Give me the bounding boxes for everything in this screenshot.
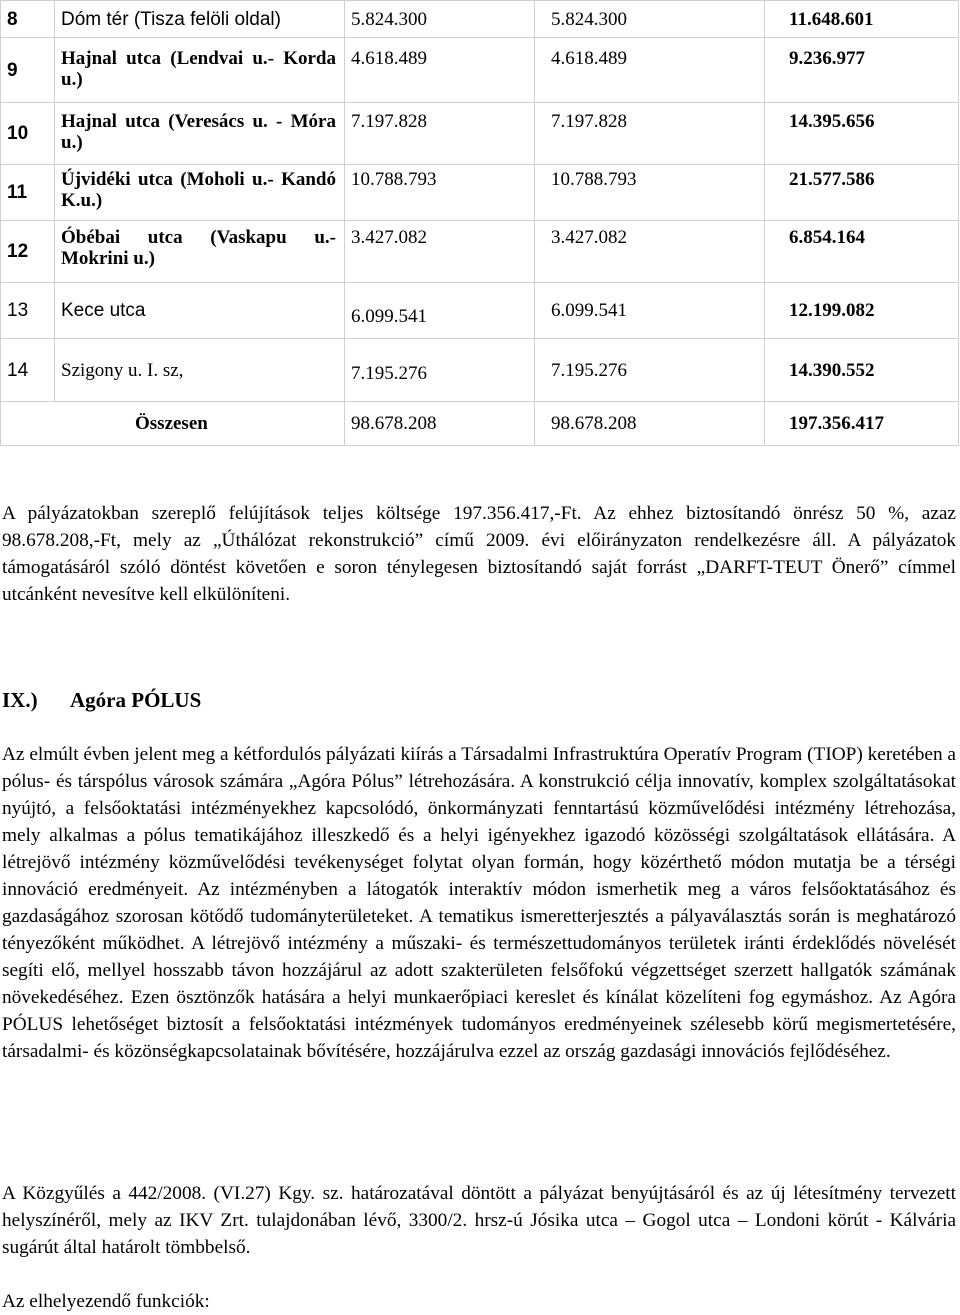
row-number: 11	[1, 165, 55, 221]
cost-value: 7.197.828	[535, 103, 765, 165]
total-label	[1, 402, 345, 446]
section-heading	[2, 688, 201, 718]
cost-value: 6.099.541	[535, 283, 765, 339]
row-number: 13	[1, 283, 55, 339]
cost-value: 4.618.489	[535, 38, 765, 103]
road-cost-table	[0, 0, 959, 446]
cost-value: 6.099.541	[345, 283, 535, 339]
cost-value: 3.427.082	[345, 221, 535, 283]
street-name: Hajnal utca (Lendvai u.- Korda u.)	[55, 38, 345, 103]
cost-value: 5.824.300	[535, 1, 765, 38]
row-number: 9	[1, 38, 55, 103]
cost-value: 3.427.082	[535, 221, 765, 283]
total-cost-value: 98.678.208	[535, 402, 765, 446]
cost-value: 10.788.793	[535, 165, 765, 221]
paragraph-functions-intro: Az elhelyezendő funkciók:	[2, 1291, 210, 1312]
table-row	[1, 103, 959, 165]
table-row	[1, 339, 959, 402]
street-name: Dóm tér (Tisza felöli oldal)	[55, 1, 345, 38]
cost-value: 10.788.793	[345, 165, 535, 221]
cost-value: 4.618.489	[345, 38, 535, 103]
section-title: Agóra PÓLUS	[70, 688, 202, 712]
total-cost-value: 9.236.977	[765, 38, 959, 103]
cost-value: 7.195.276	[345, 339, 535, 402]
cost-value: 7.197.828	[345, 103, 535, 165]
street-name: Kece utca	[55, 283, 345, 339]
total-cost-value: 21.577.586	[765, 165, 959, 221]
table-row	[1, 1, 959, 38]
row-number: 10	[1, 103, 55, 165]
paragraph-assembly-decision: A Közgyűlés a 442/2008. (VI.27) Kgy. sz. határozatával döntött a pályázat benyújtásáról és az új létesítmény tervezett helyszínéről, mely az IKV Zrt. tulajdonában lévő, 3300/2. hrsz-ú Jósika utca – Gogol utca – Londoni körút - Kálvária sugárút által határolt tömbbelső.	[2, 1183, 956, 1258]
paragraph-cost-summary: A pályázatokban szereplő felújítások teljes költsége 197.356.417,-Ft. Az ehhez biztosítandó önrész 50 %, azaz 98.678.208,-Ft, mely az „Úthálózat rekonstrukció” című 2009. évi előirányzaton rendelkezésre áll. A pályázatok támogatásáról szóló döntést követően e soron ténylegesen biztosítandó saját forrást „DARFT-TEUT Önerő” címmel utcánként nevesítve kell elkülöníteni.	[2, 503, 956, 605]
total-cost-value: 98.678.208	[345, 402, 535, 446]
total-cost-value: 11.648.601	[765, 1, 959, 38]
table-total-row	[1, 402, 959, 446]
grand-total-value: 197.356.417	[765, 402, 959, 446]
total-label-text: Összesen	[135, 413, 208, 434]
cost-value: 7.195.276	[535, 339, 765, 402]
table-row	[1, 165, 959, 221]
table-row	[1, 221, 959, 283]
cost-value: 5.824.300	[345, 1, 535, 38]
street-name: Szigony u. I. sz,	[55, 339, 345, 402]
street-name: Újvidéki utca (Moholi u.- Kandó K.u.)	[55, 165, 345, 221]
table-row	[1, 283, 959, 339]
table-row	[1, 38, 959, 103]
section-number: IX.)	[2, 688, 38, 712]
row-number: 12	[1, 221, 55, 283]
row-number: 8	[1, 1, 55, 38]
paragraph-agora-description: Az elmúlt évben jelent meg a kétfordulós pályázati kiírás a Társadalmi Infrastruktúra Operatív Program (TIOP) keretében a pólus- és társpólus városok számára „Agóra Pólus” létrehozására. A konstrukció célja innovatív, komplex szolgáltatásokat nyújtó, a felsőoktatási intézményekhez kapcsolódó, önkormányzati fenntartású közművelődési intézmény létrehozása, mely alkalmas a pólus tematikájához illeszkedő és a helyi igényekhez igazodó közösségi szolgáltatások ellátására. A létrejövő intézmény közművelődési tevékenységet folytat olyan formán, hogy közérthető módon mutatja be a térségi innováció eredményeit. Az intézményben a látogatók interaktív módon ismerhetik meg a város felsőoktatásához és gazdaságához szorosan kötődő tudományterületeket. A tematikus ismeretterjesztés a pályaválasztás során is meghatározó tényezőként működhet. A létrejövő intézmény a műszaki- és természettudományos területek iránti érdeklődés növelését segíti elő, mellyel hosszabb távon hozzájárul az adott szakterületen felsőfokú végzettséget szerzett hallgatók számának növekedéséhez. Ezen ösztönzők hatására a helyi munkaerőpiaci kereslet és kínálat közelíteni fog egymáshoz. Az Agóra PÓLUS lehetőséget biztosít a felsőoktatási intézmények tudományos eredményeinek szélesebb körű megismertetésére, társadalmi- és közönségkapcsolatainak bővítésére, hozzájárulva ezzel az ország gazdasági innovációs fejlődéséhez.	[2, 744, 956, 1062]
total-cost-value: 12.199.082	[765, 283, 959, 339]
street-name: Óbébai utca (Vaskapu u.- Mokrini u.)	[55, 221, 345, 283]
total-cost-value: 14.395.656	[765, 103, 959, 165]
total-cost-value: 14.390.552	[765, 339, 959, 402]
row-number: 14	[1, 339, 55, 402]
street-name: Hajnal utca (Veresács u. - Móra u.)	[55, 103, 345, 165]
total-cost-value: 6.854.164	[765, 221, 959, 283]
